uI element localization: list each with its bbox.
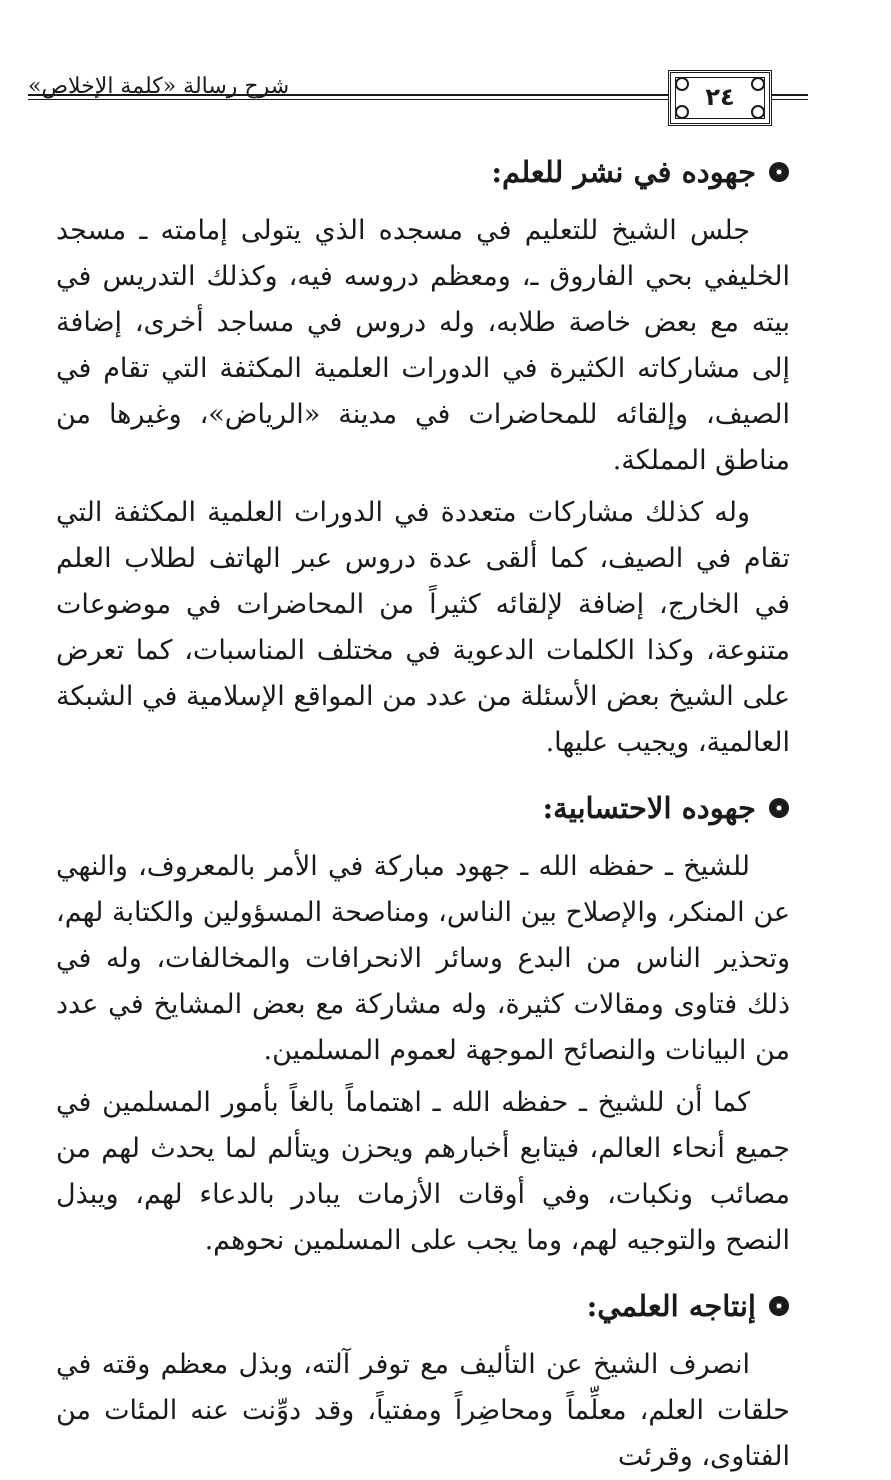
- ornament-flower-icon: [768, 161, 790, 183]
- section-heading-text: جهوده في نشر للعلم:: [491, 155, 756, 189]
- section-heading-text: إنتاجه العلمي:: [586, 1289, 756, 1323]
- paragraph: كما أن للشيخ ـ حفظه الله ـ اهتماماً بالغاً بأمور المسلمين في جميع أنحاء العالم، فيتابع أخبارهم ويحزن ويتألم لما يحدث لهم من مصائب ونكبات، وفي أوقات الأزمات يبادر بالدعاء لهم، ويبذل النصح والتوجيه لهم، وما يجب على المسلمين نحوهم.: [56, 1087, 790, 1256]
- section-heading: [56, 786, 790, 830]
- header-rule-bottom-right: [772, 99, 808, 100]
- ornament-flower-icon: [768, 797, 790, 819]
- header-rule-top: [28, 94, 668, 96]
- ornament-flower-icon: [768, 1295, 790, 1317]
- section-heading: [56, 1284, 790, 1328]
- page-number: ٢٤: [705, 83, 735, 111]
- running-header-title: شرح رسالة «كلمة الإخلاص»: [28, 74, 290, 99]
- paragraph: جلس الشيخ للتعليم في مسجده الذي يتولى إمامته ـ مسجد الخليفي بحي الفاروق ـ، ومعظم دروسه فيه، وكذلك التدريس في بيته مع بعض خاصة طلابه، وله دروس في مساجد أخرى، إضافة إلى مشاركاته الكثيرة في الدورات العلمية المكثفة التي تقام في الصيف، وإلقائه للمحاضرات في مدينة «الرياض»، وغيرها من مناطق المملكة.: [56, 215, 790, 476]
- header-rule-top-right: [772, 94, 808, 96]
- page-body: [56, 150, 790, 1480]
- paragraph: للشيخ ـ حفظه الله ـ جهود مباركة في الأمر بالمعروف، والنهي عن المنكر، والإصلاح بين الناس، ومناصحة المسؤولين والكتابة لهم، وتحذير الناس من البدع وسائر الانحرافات والمخالفات، وله في ذلك فتاوى ومقالات كثيرة، وله مشاركة مع بعض المشايخ في عدد من البيانات والنصائح الموجهة لعموم المسلمين.: [56, 851, 790, 1066]
- section-heading-text: جهوده الاحتسابية:: [542, 791, 756, 825]
- paragraph: انصرف الشيخ عن التأليف مع توفر آلته، وبذل معظم وقته في حلقات العلم، معلِّماً ومحاضِراً ومفتياً، وقد دوِّنت عنه المئات من الفتاوى، وقرئت: [56, 1349, 790, 1472]
- section-heading: [56, 150, 790, 194]
- header-rule-bottom: [28, 99, 668, 100]
- running-header: [28, 70, 848, 128]
- paragraph: وله كذلك مشاركات متعددة في الدورات العلمية المكثفة التي تقام في الصيف، كما ألقى عدة دروس عبر الهاتف لطلاب العلم في الخارج، إضافة لإلقائه كثيراً من المحاضرات في موضوعات متنوعة، وكذا الكلمات الدعوية في مختلف المناسبات، كما تعرض على الشيخ بعض الأسئلة من عدد من المواقع الإسلامية في الشبكة العالمية، ويجيب عليها.: [56, 497, 790, 758]
- decorative-frame-icon: [668, 70, 772, 126]
